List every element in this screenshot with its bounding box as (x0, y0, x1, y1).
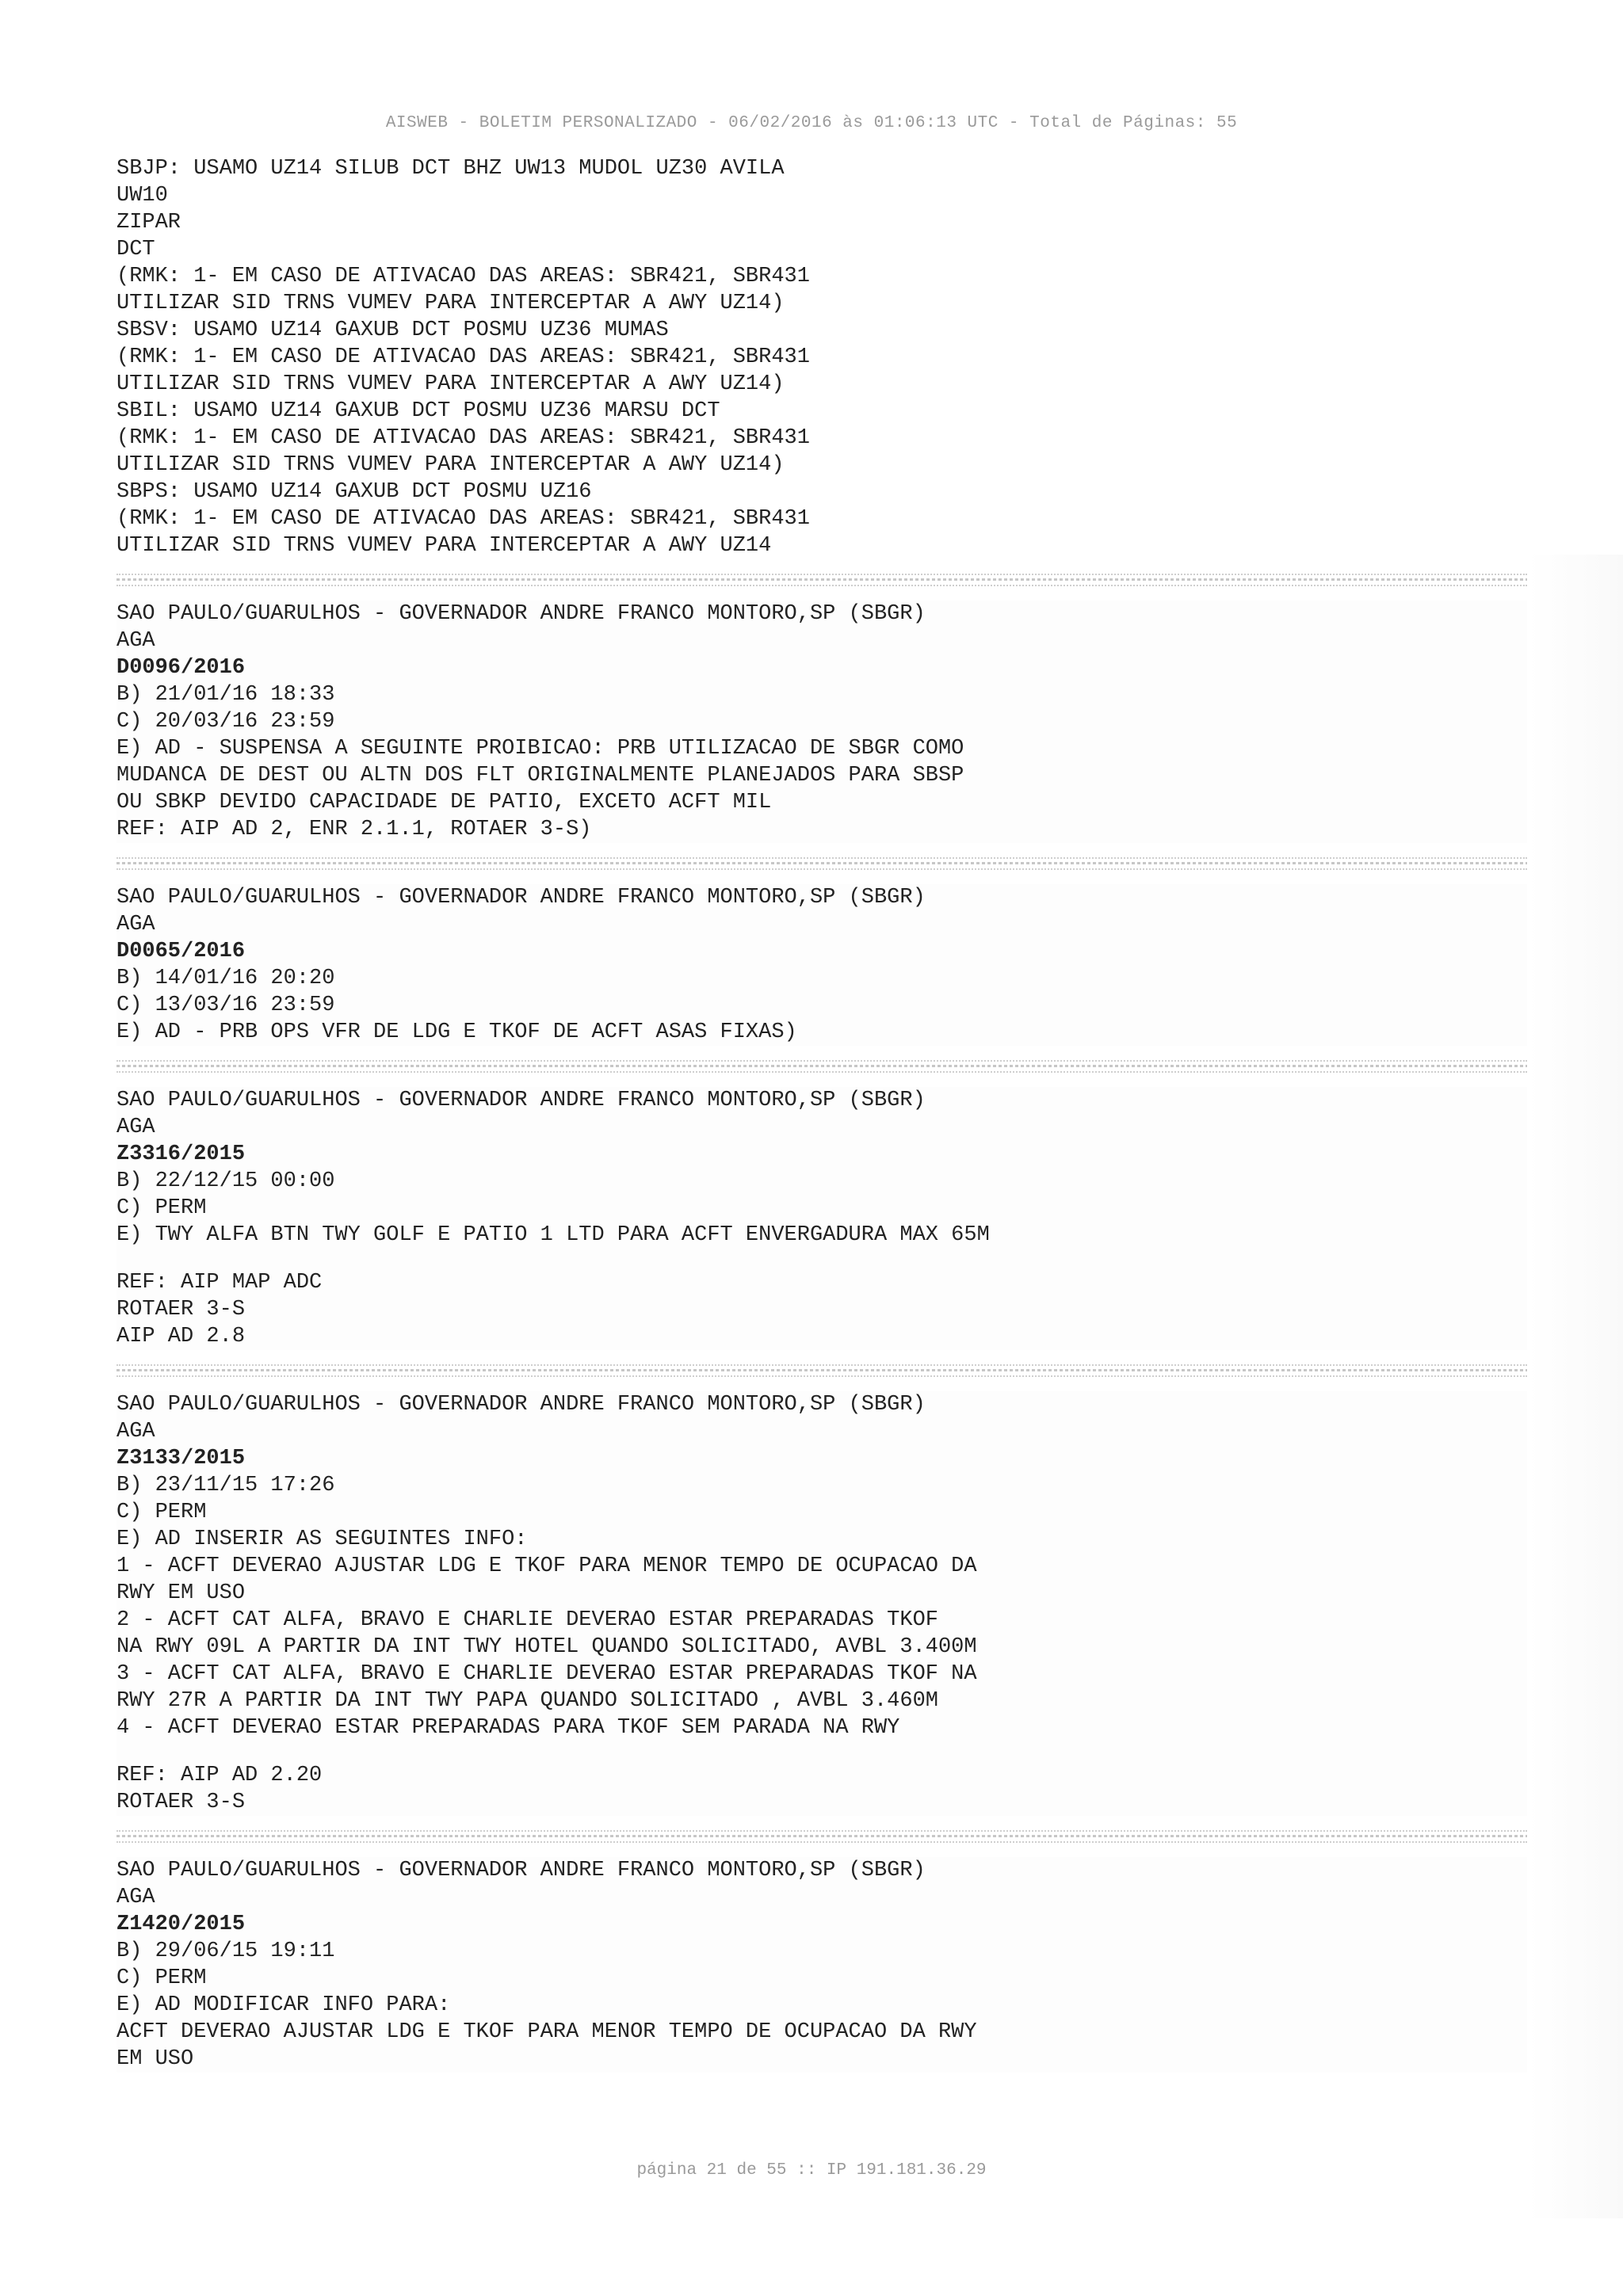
notam-location: SAO PAULO/GUARULHOS - GOVERNADOR ANDRE FRANCO MONTORO,SP (SBGR) (116, 886, 926, 910)
notam-list (116, 574, 1527, 2073)
route-line: SBPS: USAMO UZ14 GAXUB DCT POSMU UZ16 (116, 480, 592, 504)
notam-text-line: 2 - ACFT CAT ALFA, BRAVO E CHARLIE DEVERAO ESTAR PREPARADAS TKOF (116, 1608, 938, 1632)
bulletin-content (116, 155, 1527, 2073)
route-line: (RMK: 1- EM CASO DE ATIVACAO DAS AREAS: SBR421, SBR431 (116, 507, 810, 531)
notam-category: AGA (116, 1886, 155, 1909)
notam-end: C) PERM (116, 1196, 207, 1220)
notam-text-line: RWY EM USO (116, 1581, 246, 1605)
notam-id: D0065/2016 (116, 940, 246, 963)
page-edge-shade (1528, 555, 1623, 2218)
notam-location: SAO PAULO/GUARULHOS - GOVERNADOR ANDRE FRANCO MONTORO,SP (SBGR) (116, 602, 926, 626)
notam-text-line: MUDANCA DE DEST OU ALTN DOS FLT ORIGINALMENTE PLANEJADOS PARA SBSP (116, 764, 964, 788)
notam-location: SAO PAULO/GUARULHOS - GOVERNADOR ANDRE FRANCO MONTORO,SP (SBGR) (116, 1089, 926, 1112)
notam-id: Z3133/2015 (116, 1447, 246, 1470)
notam-id: Z1420/2015 (116, 1913, 246, 1936)
section-separator (116, 1060, 1527, 1073)
notam-start: B) 29/06/15 19:11 (116, 1939, 335, 1963)
notam-category: AGA (116, 629, 155, 653)
route-line: SBIL: USAMO UZ14 GAXUB DCT POSMU UZ36 MARSU DCT (116, 399, 720, 423)
route-line: ZIPAR (116, 211, 181, 235)
notam-text-line: E) AD MODIFICAR INFO PARA: (116, 1993, 451, 2017)
notam-id: Z3316/2015 (116, 1142, 246, 1166)
notam-text-line: NA RWY 09L A PARTIR DA INT TWY HOTEL QUANDO SOLICITADO, AVBL 3.400M (116, 1635, 977, 1659)
notam-start: B) 22/12/15 00:00 (116, 1169, 335, 1193)
notam-text-line: E) AD - SUSPENSA A SEGUINTE PROIBICAO: PRB UTILIZACAO DE SBGR COMO (116, 737, 964, 761)
notam-entry (116, 884, 1527, 1046)
route-remarks-block (116, 155, 1527, 559)
notam-text-line: E) TWY ALFA BTN TWY GOLF E PATIO 1 LTD PARA ACFT ENVERGADURA MAX 65M (116, 1223, 990, 1247)
notam-end: C) PERM (116, 1966, 207, 1990)
notam-ref-line: REF: AIP AD 2.20 (116, 1764, 323, 1787)
notam-text-line: 1 - ACFT DEVERAO AJUSTAR LDG E TKOF PARA MENOR TEMPO DE OCUPACAO DA (116, 1554, 977, 1578)
notam-ref-line: ROTAER 3-S (116, 1298, 246, 1322)
notam-text-line: EM USO (116, 2047, 194, 2071)
notam-end: C) 20/03/16 23:59 (116, 710, 335, 734)
route-line: UTILIZAR SID TRNS VUMEV PARA INTERCEPTAR A AWY UZ14 (116, 534, 772, 558)
notam-location: SAO PAULO/GUARULHOS - GOVERNADOR ANDRE FRANCO MONTORO,SP (SBGR) (116, 1393, 926, 1417)
notam-ref-line: ROTAER 3-S (116, 1791, 246, 1814)
notam-text-line: OU SBKP DEVIDO CAPACIDADE DE PATIO, EXCETO ACFT MIL (116, 791, 772, 814)
section-separator (116, 574, 1527, 586)
route-line: UTILIZAR SID TRNS VUMEV PARA INTERCEPTAR A AWY UZ14) (116, 372, 785, 396)
notam-text-line: E) AD INSERIR AS SEGUINTES INFO: (116, 1527, 528, 1551)
notam-location: SAO PAULO/GUARULHOS - GOVERNADOR ANDRE FRANCO MONTORO,SP (SBGR) (116, 1859, 926, 1882)
page-footer: página 21 de 55 :: IP 191.181.36.29 (636, 2161, 987, 2180)
notam-entry (116, 1087, 1527, 1350)
spacer (116, 1249, 1527, 1269)
notam-text-line: 4 - ACFT DEVERAO ESTAR PREPARADAS PARA TKOF SEM PARADA NA RWY (116, 1716, 900, 1740)
route-line: UTILIZAR SID TRNS VUMEV PARA INTERCEPTAR A AWY UZ14) (116, 292, 785, 315)
notam-end: C) 13/03/16 23:59 (116, 994, 335, 1017)
route-line: UW10 (116, 184, 168, 208)
notam-text-line: 3 - ACFT CAT ALFA, BRAVO E CHARLIE DEVERAO ESTAR PREPARADAS TKOF NA (116, 1662, 977, 1686)
route-line: SBJP: USAMO UZ14 SILUB DCT BHZ UW13 MUDOL UZ30 AVILA (116, 157, 785, 181)
notam-text-line: REF: AIP AD 2, ENR 2.1.1, ROTAER 3-S) (116, 818, 592, 841)
notam-category: AGA (116, 1116, 155, 1139)
notam-start: B) 23/11/15 17:26 (116, 1474, 335, 1497)
spacer (116, 1741, 1527, 1762)
notam-ref-line: AIP AD 2.8 (116, 1325, 246, 1348)
notam-text-line: E) AD - PRB OPS VFR DE LDG E TKOF DE ACFT ASAS FIXAS) (116, 1020, 797, 1044)
route-line: (RMK: 1- EM CASO DE ATIVACAO DAS AREAS: SBR421, SBR431 (116, 265, 810, 288)
notam-start: B) 21/01/16 18:33 (116, 683, 335, 707)
notam-entry (116, 601, 1527, 843)
route-line: DCT (116, 238, 155, 261)
section-separator (116, 857, 1527, 870)
route-line: (RMK: 1- EM CASO DE ATIVACAO DAS AREAS: SBR421, SBR431 (116, 426, 810, 450)
route-line: SBSV: USAMO UZ14 GAXUB DCT POSMU UZ36 MUMAS (116, 318, 669, 342)
notam-start: B) 14/01/16 20:20 (116, 967, 335, 990)
notam-id: D0096/2016 (116, 656, 246, 680)
route-line: (RMK: 1- EM CASO DE ATIVACAO DAS AREAS: SBR421, SBR431 (116, 345, 810, 369)
notam-entry (116, 1857, 1527, 2073)
notam-text-line: ACFT DEVERAO AJUSTAR LDG E TKOF PARA MENOR TEMPO DE OCUPACAO DA RWY (116, 2020, 977, 2044)
notam-category: AGA (116, 913, 155, 936)
route-line: UTILIZAR SID TRNS VUMEV PARA INTERCEPTAR A AWY UZ14) (116, 453, 785, 477)
section-separator (116, 1364, 1527, 1377)
section-separator (116, 1830, 1527, 1843)
notam-end: C) PERM (116, 1501, 207, 1524)
page-header: AISWEB - BOLETIM PERSONALIZADO - 06/02/2016 às 01:06:13 UTC - Total de Páginas: 55 (385, 114, 1238, 132)
notam-ref-line: REF: AIP MAP ADC (116, 1271, 323, 1295)
notam-text-line: RWY 27R A PARTIR DA INT TWY PAPA QUANDO SOLICITADO , AVBL 3.460M (116, 1689, 938, 1713)
notam-entry (116, 1391, 1527, 1816)
notam-category: AGA (116, 1420, 155, 1444)
